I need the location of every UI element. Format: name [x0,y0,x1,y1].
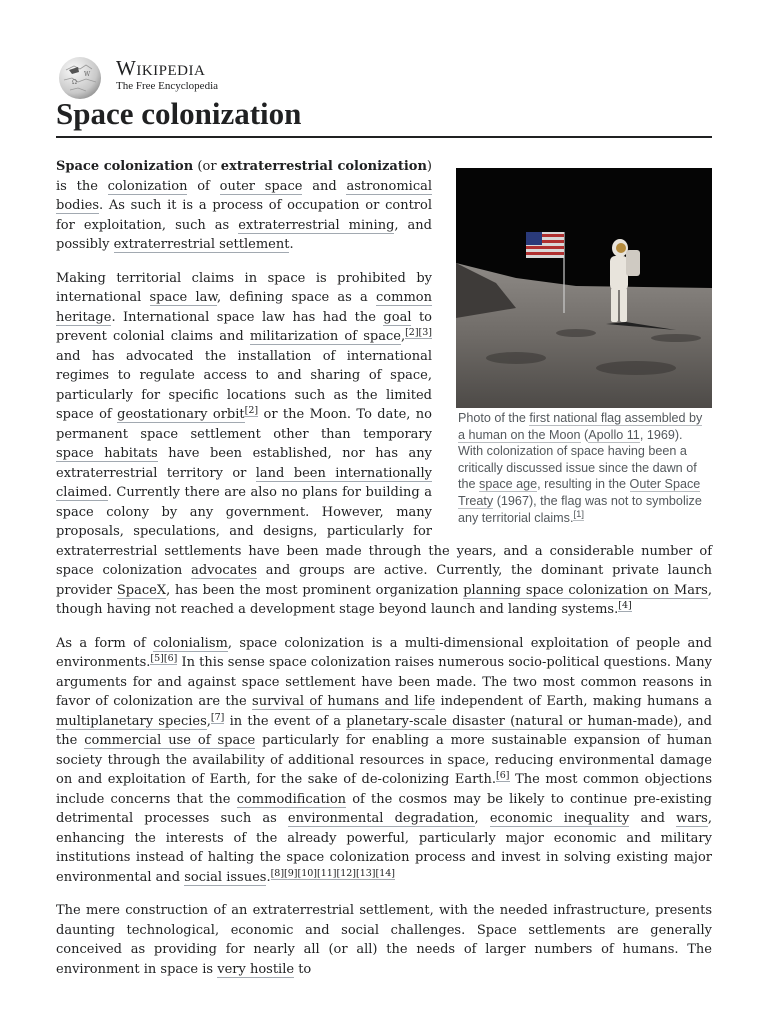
text-run: in the event of a [224,713,347,729]
article-link[interactable]: economic inequality [489,811,630,826]
text-run: and [629,811,677,826]
text-run: ( [580,427,589,442]
citation-link[interactable]: [8][9][10][11][12][13][14] [270,867,395,879]
article-link[interactable]: SpaceX [116,582,167,598]
article-link[interactable]: wars [676,811,708,826]
text-run: , [206,713,211,729]
text-run: , and possibly [56,217,433,252]
text-run: (1967), the flag was not to symbolize any territorial claims. [458,493,702,525]
text-run: . As such it is a process of occupation or control for exploitation, such as [56,198,432,233]
text-run: (or [193,159,221,174]
text-run: , resulting in the [537,477,630,492]
text-run: or the Moon. To date, no permanent space settlement other than temporary [56,407,433,442]
article-link[interactable]: colonialism [153,635,228,651]
text-run: . [289,237,294,252]
article-link[interactable]: commercial use of space [84,733,256,748]
citation [150,653,163,665]
citation [496,770,509,782]
text-run: . Currently there are also no plans for building a space colony by any government. However, many proposals, speculations, and designs, particularly for extraterrestrial settlements have been made through the years, and a considerable number of space colonization [56,485,712,578]
article-link[interactable]: multiplanetary species [56,713,207,729]
article-link[interactable]: geostationary orbit [117,407,245,422]
citation [618,600,631,612]
citation [271,868,395,880]
citation-link[interactable]: [4] [618,600,632,611]
text-run: The most common objections include concerns that the [56,772,712,807]
article-link[interactable]: astronomical bodies [56,178,433,213]
text-run: to prevent colonial claims and [56,309,433,344]
text-run: , though having not reached a development stage beyond launch and landing systems. [56,582,712,617]
text-run: . International space law has had the [111,309,384,325]
text-run: , 1969). With colonization of space having been a critically discussed issue since the dawn of the [458,427,697,492]
article-link[interactable]: militarization of space [249,329,401,344]
text-run: and [302,178,347,194]
text-run: . [266,869,271,885]
text-run: , has been the most prominent organization [166,582,464,598]
article-link[interactable]: Apollo 11 [588,427,640,442]
text-run: As a form of [56,635,154,651]
svg-text:Ω: Ω [72,79,77,86]
page-title: Space colonization [56,96,302,131]
article-link[interactable]: very hostile [217,961,295,977]
article-link[interactable]: space age [479,477,538,492]
text-run: ) is the [56,159,432,194]
text-run: particularly for enabling a more sustainable expansion of human society through the availability of additional resources in space, reducing environmental damage on and exploitation of Earth, for the sake of de-colonizing Earth. [56,733,712,787]
citation [211,712,224,724]
article-link[interactable]: colonization [107,178,188,194]
text-run: The mere construction of an extraterrestrial settlement, with the needed infrastructure, presents daunting technological, economic and social challenges. Space settlements are generally conceived as providing for nearly all (or all) the needs of larger numbers of humans. The environment in space is [56,903,712,977]
citation-link[interactable]: [7] [210,711,225,723]
article-link[interactable]: space law [149,290,217,305]
citation-link[interactable]: [5] [150,653,164,664]
text-run: and has advocated the installation of international regimes to regulate access to and sharing of space, particularly for specific locations such as the limited space of [56,348,432,422]
article-link[interactable]: extraterrestrial mining [238,217,395,233]
wikipedia-tagline: The Free Encyclopedia [116,80,219,92]
article-link[interactable]: Outer Space Treaty [458,477,701,508]
text-run: independent of Earth, making humans a [435,694,712,709]
citation [245,405,258,417]
text-run: and groups are active. Currently, the dominant private launch provider [56,563,712,598]
wikipedia-wordmark: Wikipedia [116,56,206,80]
article-link[interactable]: planetary-scale disaster (natural or human-made) [346,713,679,729]
text-run: , [474,811,490,826]
text-run: In this sense space colonization raises numerous socio-political questions. Many arguments for and against space settlement have been made. The two most common reasons in favor of colonization are the [56,655,712,709]
citation-link[interactable]: [1] [573,508,585,520]
citation [405,327,418,339]
moon-flag-photo[interactable] [456,168,712,408]
citation-link[interactable]: [6] [496,770,510,781]
article-body [56,157,712,993]
text-run: have been established, nor has any extraterrestrial territory or [56,446,432,481]
citation-link[interactable]: [6] [163,653,178,664]
bold-term: extraterrestrial colonization [220,159,427,174]
article-link[interactable]: extraterrestrial settlement [113,237,290,252]
svg-text:W: W [84,71,91,78]
citation [164,653,177,665]
bold-term: Space colonization [56,159,194,174]
article-link[interactable]: planning space colonization on Mars [463,582,708,598]
text-run: of the cosmos may be likely to continue pre-existing detrimental processes such as [56,791,712,826]
text-run: , defining space as a [216,290,377,305]
text-run: , [400,329,406,344]
article-link[interactable]: outer space [219,178,303,194]
article-link[interactable]: common heritage [56,290,432,325]
title-divider [56,136,712,138]
text-run: , space colonization is a multi-dimensional exploitation of people and environments. [56,635,712,670]
text-run: , enhancing the interests of the already powerful, particularly major economic and military institutions instead of halting the space colonization process and invest in solving existing major environmental and [56,811,712,885]
citation [573,509,584,521]
citation [419,327,432,339]
article-link[interactable]: advocates [191,563,257,578]
text-run: Making territorial claims in space is prohibited by international [56,270,432,305]
article-link[interactable]: land been internationally claimed [56,465,432,500]
text-run: , and the [56,713,713,748]
article-link[interactable]: first national flag assembled by a human on the Moon [458,411,703,442]
article-link[interactable]: commodification [236,791,347,807]
figure-caption [456,408,712,526]
citation-link[interactable]: [2] [244,405,259,416]
wikipedia-globe-logo [56,52,104,100]
article-paragraph-3 [56,634,712,888]
text-run: Photo of the [458,411,530,425]
article-link[interactable]: environmental degradation [287,811,475,826]
citation-link[interactable]: [2] [405,327,419,338]
article-link[interactable]: survival of humans and life [252,694,436,709]
article-figure [456,168,712,526]
article-link[interactable]: space habitats [56,446,158,461]
citation-link[interactable]: [3] [418,327,433,338]
text-run: to [294,961,312,977]
text-run: of [187,178,220,194]
article-paragraph-4 [56,901,712,979]
article-link[interactable]: social issues [184,869,267,885]
article-link[interactable]: goal [383,309,412,325]
